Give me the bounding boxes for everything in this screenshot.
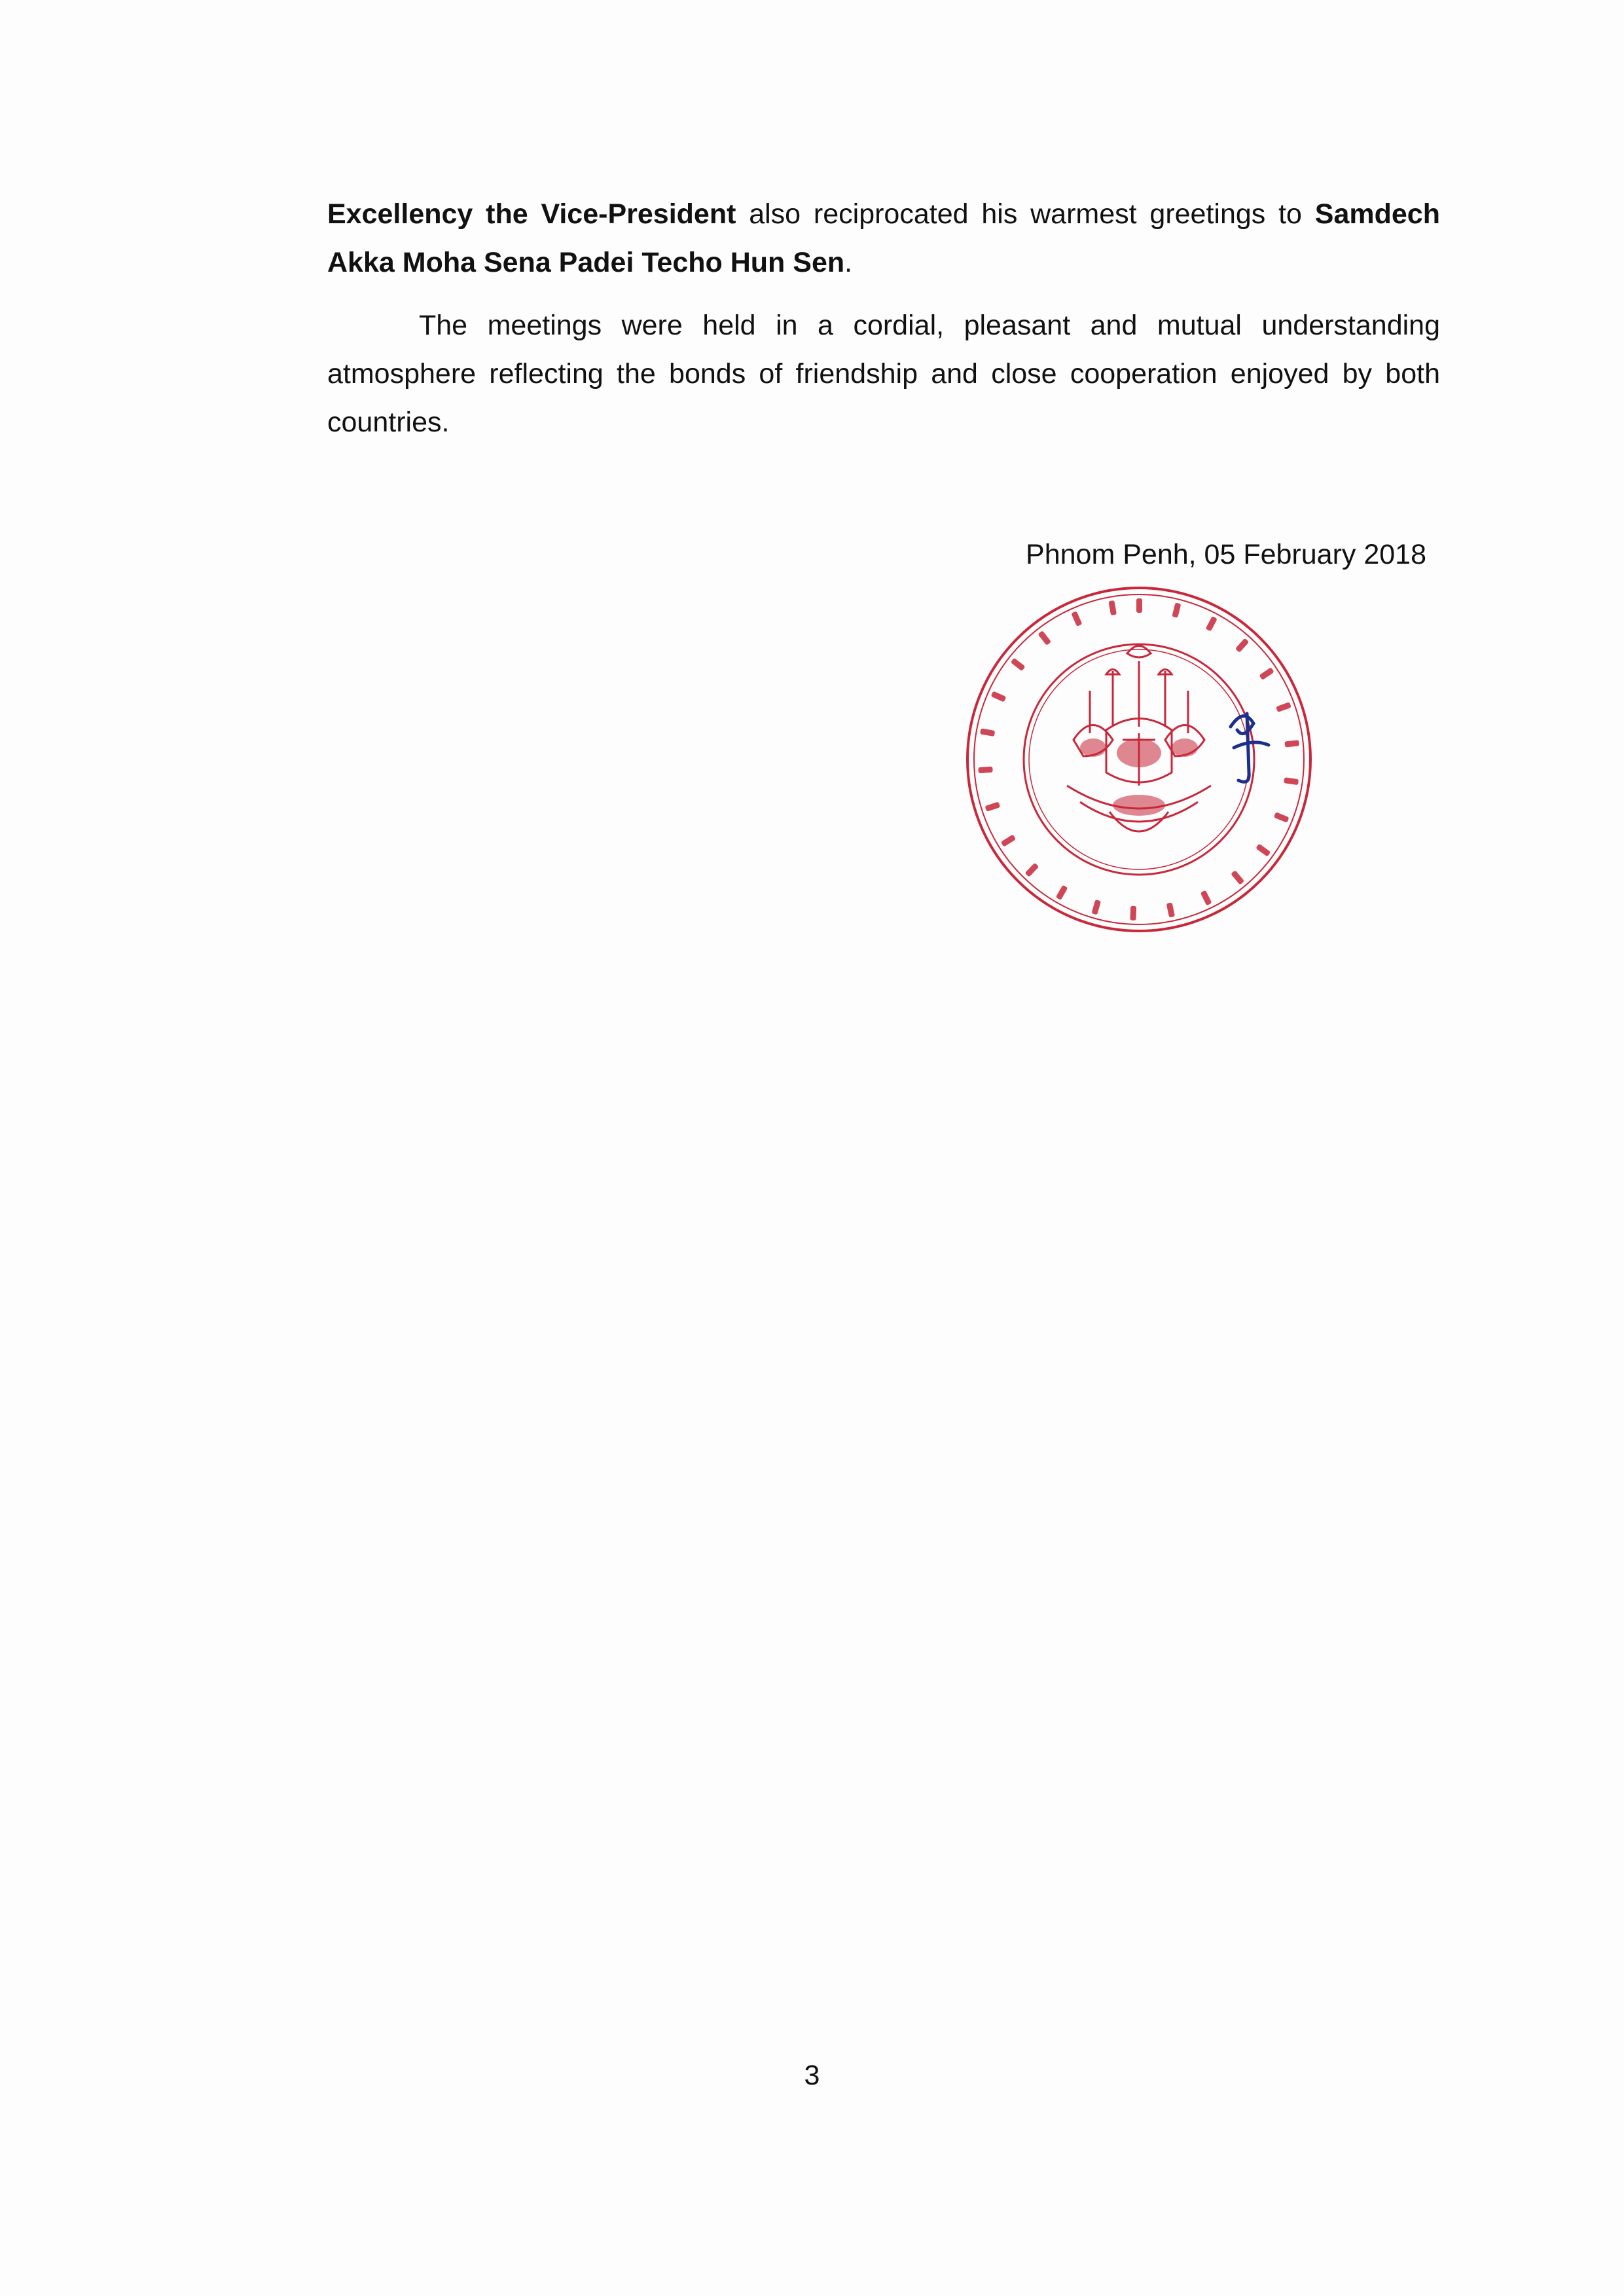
- bold-text-vice-president: Excellency the Vice-President: [327, 198, 736, 230]
- official-seal-icon: [956, 576, 1322, 943]
- paragraph-meetings-atmosphere: [327, 301, 1440, 446]
- page-number: 3: [804, 2060, 820, 2091]
- body-text: also reciprocated his warmest greetings to: [736, 198, 1315, 230]
- bold-text-samdech: Samdech Akka Moha Sena Padei Techo Hun Sen: [327, 198, 1440, 278]
- place-and-date: Phnom Penh, 05 February 2018: [1026, 539, 1426, 570]
- paragraph-closing-greetings: [327, 190, 1440, 287]
- body-text: The meetings were held in a cordial, pleasant and mutual understanding atmosphere reflecting the bonds of friendship and close cooperation enjoyed by both countries.: [327, 310, 1440, 438]
- body-text-period: .: [844, 247, 853, 278]
